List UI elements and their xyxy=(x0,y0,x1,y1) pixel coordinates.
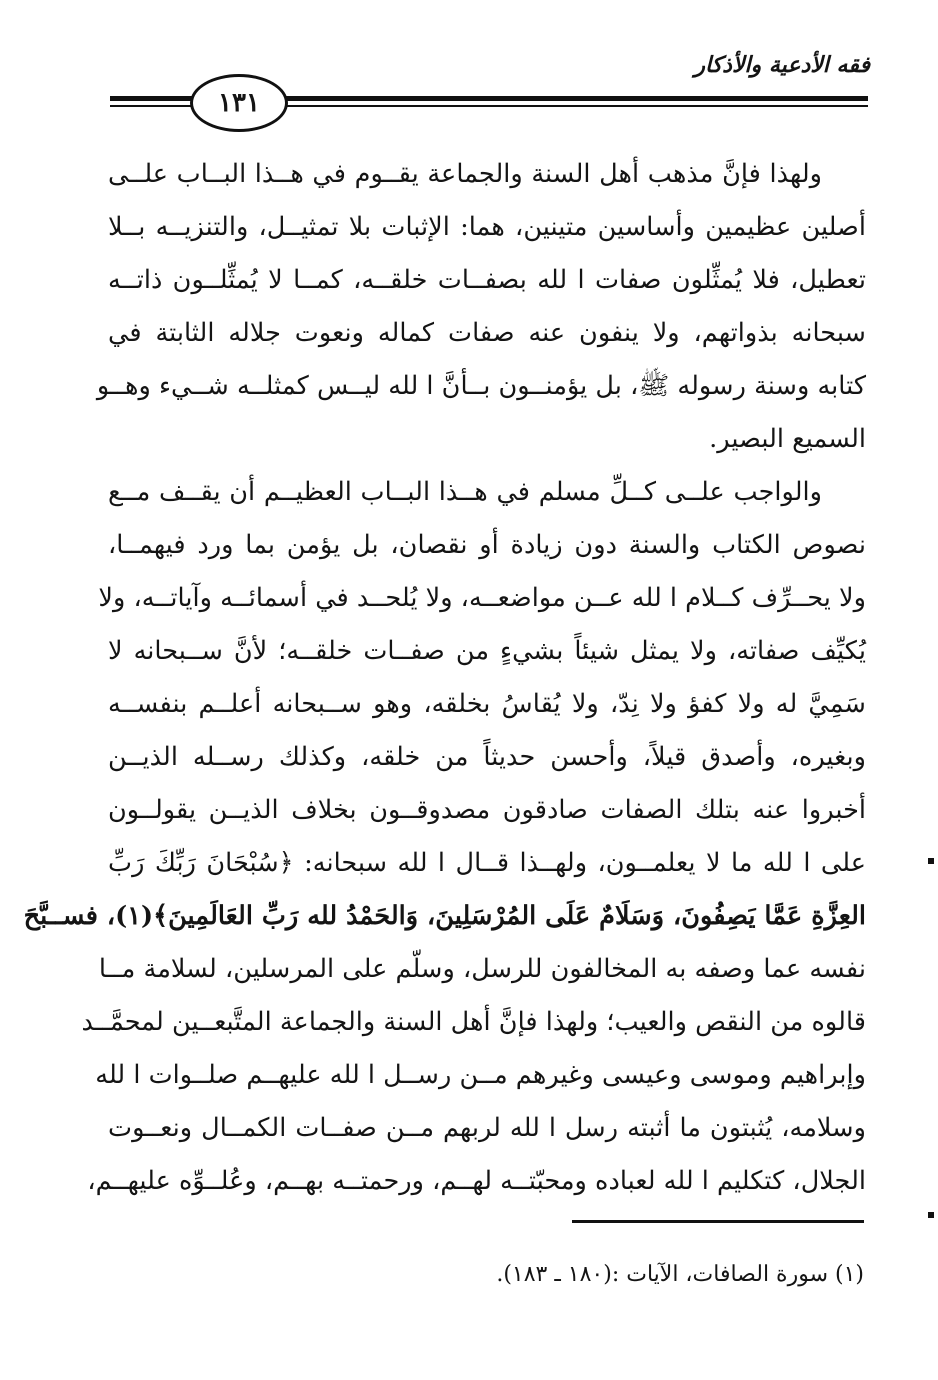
text-line: السميع البصير. xyxy=(709,424,866,454)
text-line: وسلامه، يُثبتون ما أثبته رسل ا لله لربهم مــن صفــات الكمــال ونعــوت xyxy=(108,1113,866,1143)
text-line: ولا يحــرِّف كــلام ا لله عــن مواضعــه، ولا يُلحــد في أسمائــه وآياتــه، ولا xyxy=(98,583,866,613)
text-line: وإبراهيم وموسى وعيسى وغيرهم مــن رســل ا لله عليهــم صلــوات ا لله xyxy=(95,1060,866,1090)
text-line: كتابه وسنة رسوله ﷺ، بل يؤمنــون بــأنَّ ا لله ليــس كمثلــه شــيء وهــو xyxy=(96,371,866,401)
footnote-separator xyxy=(572,1220,864,1223)
text-line: نفسه عما وصفه به المخالفون للرسل، وسلّم على المرسلين، لسلامة مــا xyxy=(98,954,866,984)
text-line: ولهذا فإنَّ مذهب أهل السنة والجماعة يقــوم في هــذا البــاب علــى xyxy=(108,159,822,189)
text-line: قالوه من النقص والعيب؛ ولهذا فإنَّ أهل السنة والجماعة المتَّبعــين لمحمَّــد xyxy=(81,1007,866,1037)
page-header xyxy=(0,0,938,140)
text-line: أخبروا عنه بتلك الصفات صادقون مصدوقــون بخلاف الذيــن يقولــون xyxy=(108,795,866,825)
text-line: الجلال، كتكليم ا لله لعباده ومحبّتــه لهــم، ورحمتــه بهــم، وعُلــوِّه عليهــم، xyxy=(87,1166,866,1196)
quran-verse-line: العِزَّةِ عَمَّا يَصِفُونَ، وَسَلَامٌ عَلَى المُرْسَلِينَ، وَالحَمْدُ لله رَبِّ العَالَمِينَ﴾(١)، فســبَّحَ xyxy=(23,901,866,931)
running-title: فقه الأدعية والأذكار xyxy=(694,52,870,78)
main-text xyxy=(23,148,866,1208)
text-line: على ا لله ما لا يعلمــون، ولهــذا قــال ا لله سبحانه: ﴿سُبْحَانَ رَبِّكَ رَبِّ xyxy=(108,848,866,878)
text-line: يُكيِّف صفاته، ولا يمثل شيئاً بشيءٍ من صفــات خلقــه؛ لأنَّ ســبحانه لا xyxy=(108,636,866,666)
text-line: أصلين عظيمين وأساسين متينين، هما: الإثبات بلا تمثيــل، والتنزيــه بــلا xyxy=(108,212,866,242)
text-line: نصوص الكتاب والسنة دون زيادة أو نقصان، بل يؤمن بما ورد فيهمــا، xyxy=(108,530,866,560)
scan-edge-mark xyxy=(928,858,934,864)
page-number: ١٣١ xyxy=(218,88,260,118)
text-line: سبحانه بذواتهم، ولا ينفون عنه صفات كماله ونعوت جلاله الثابتة في xyxy=(108,318,866,348)
text-line: وبغيره، وأصدق قيلاً، وأحسن حديثاً من خلقه، وكذلك رســله الذيــن xyxy=(108,742,866,772)
text-line: والواجب علــى كــلِّ مسلم في هــذا البــاب العظيــم أن يقــف مــع xyxy=(108,477,822,507)
scan-edge-mark xyxy=(928,1212,934,1218)
paragraph-2 xyxy=(23,466,866,1208)
text-line: سَمِيَّ له ولا كفؤ ولا نِدّ، ولا يُقاسُ بخلقه، وهو ســبحانه أعلــم بنفســه xyxy=(108,689,866,719)
footnote: (١) سورة الصافات، الآيات :(١٨٠ ـ ١٨٣). xyxy=(496,1262,864,1287)
text-line: تعطيل، فلا يُمثِّلون صفات ا لله بصفــات خلقــه، كمــا لا يُمثِّلــون ذاتــه xyxy=(108,265,866,295)
page-number-badge xyxy=(190,74,288,132)
paragraph-1 xyxy=(96,148,866,466)
